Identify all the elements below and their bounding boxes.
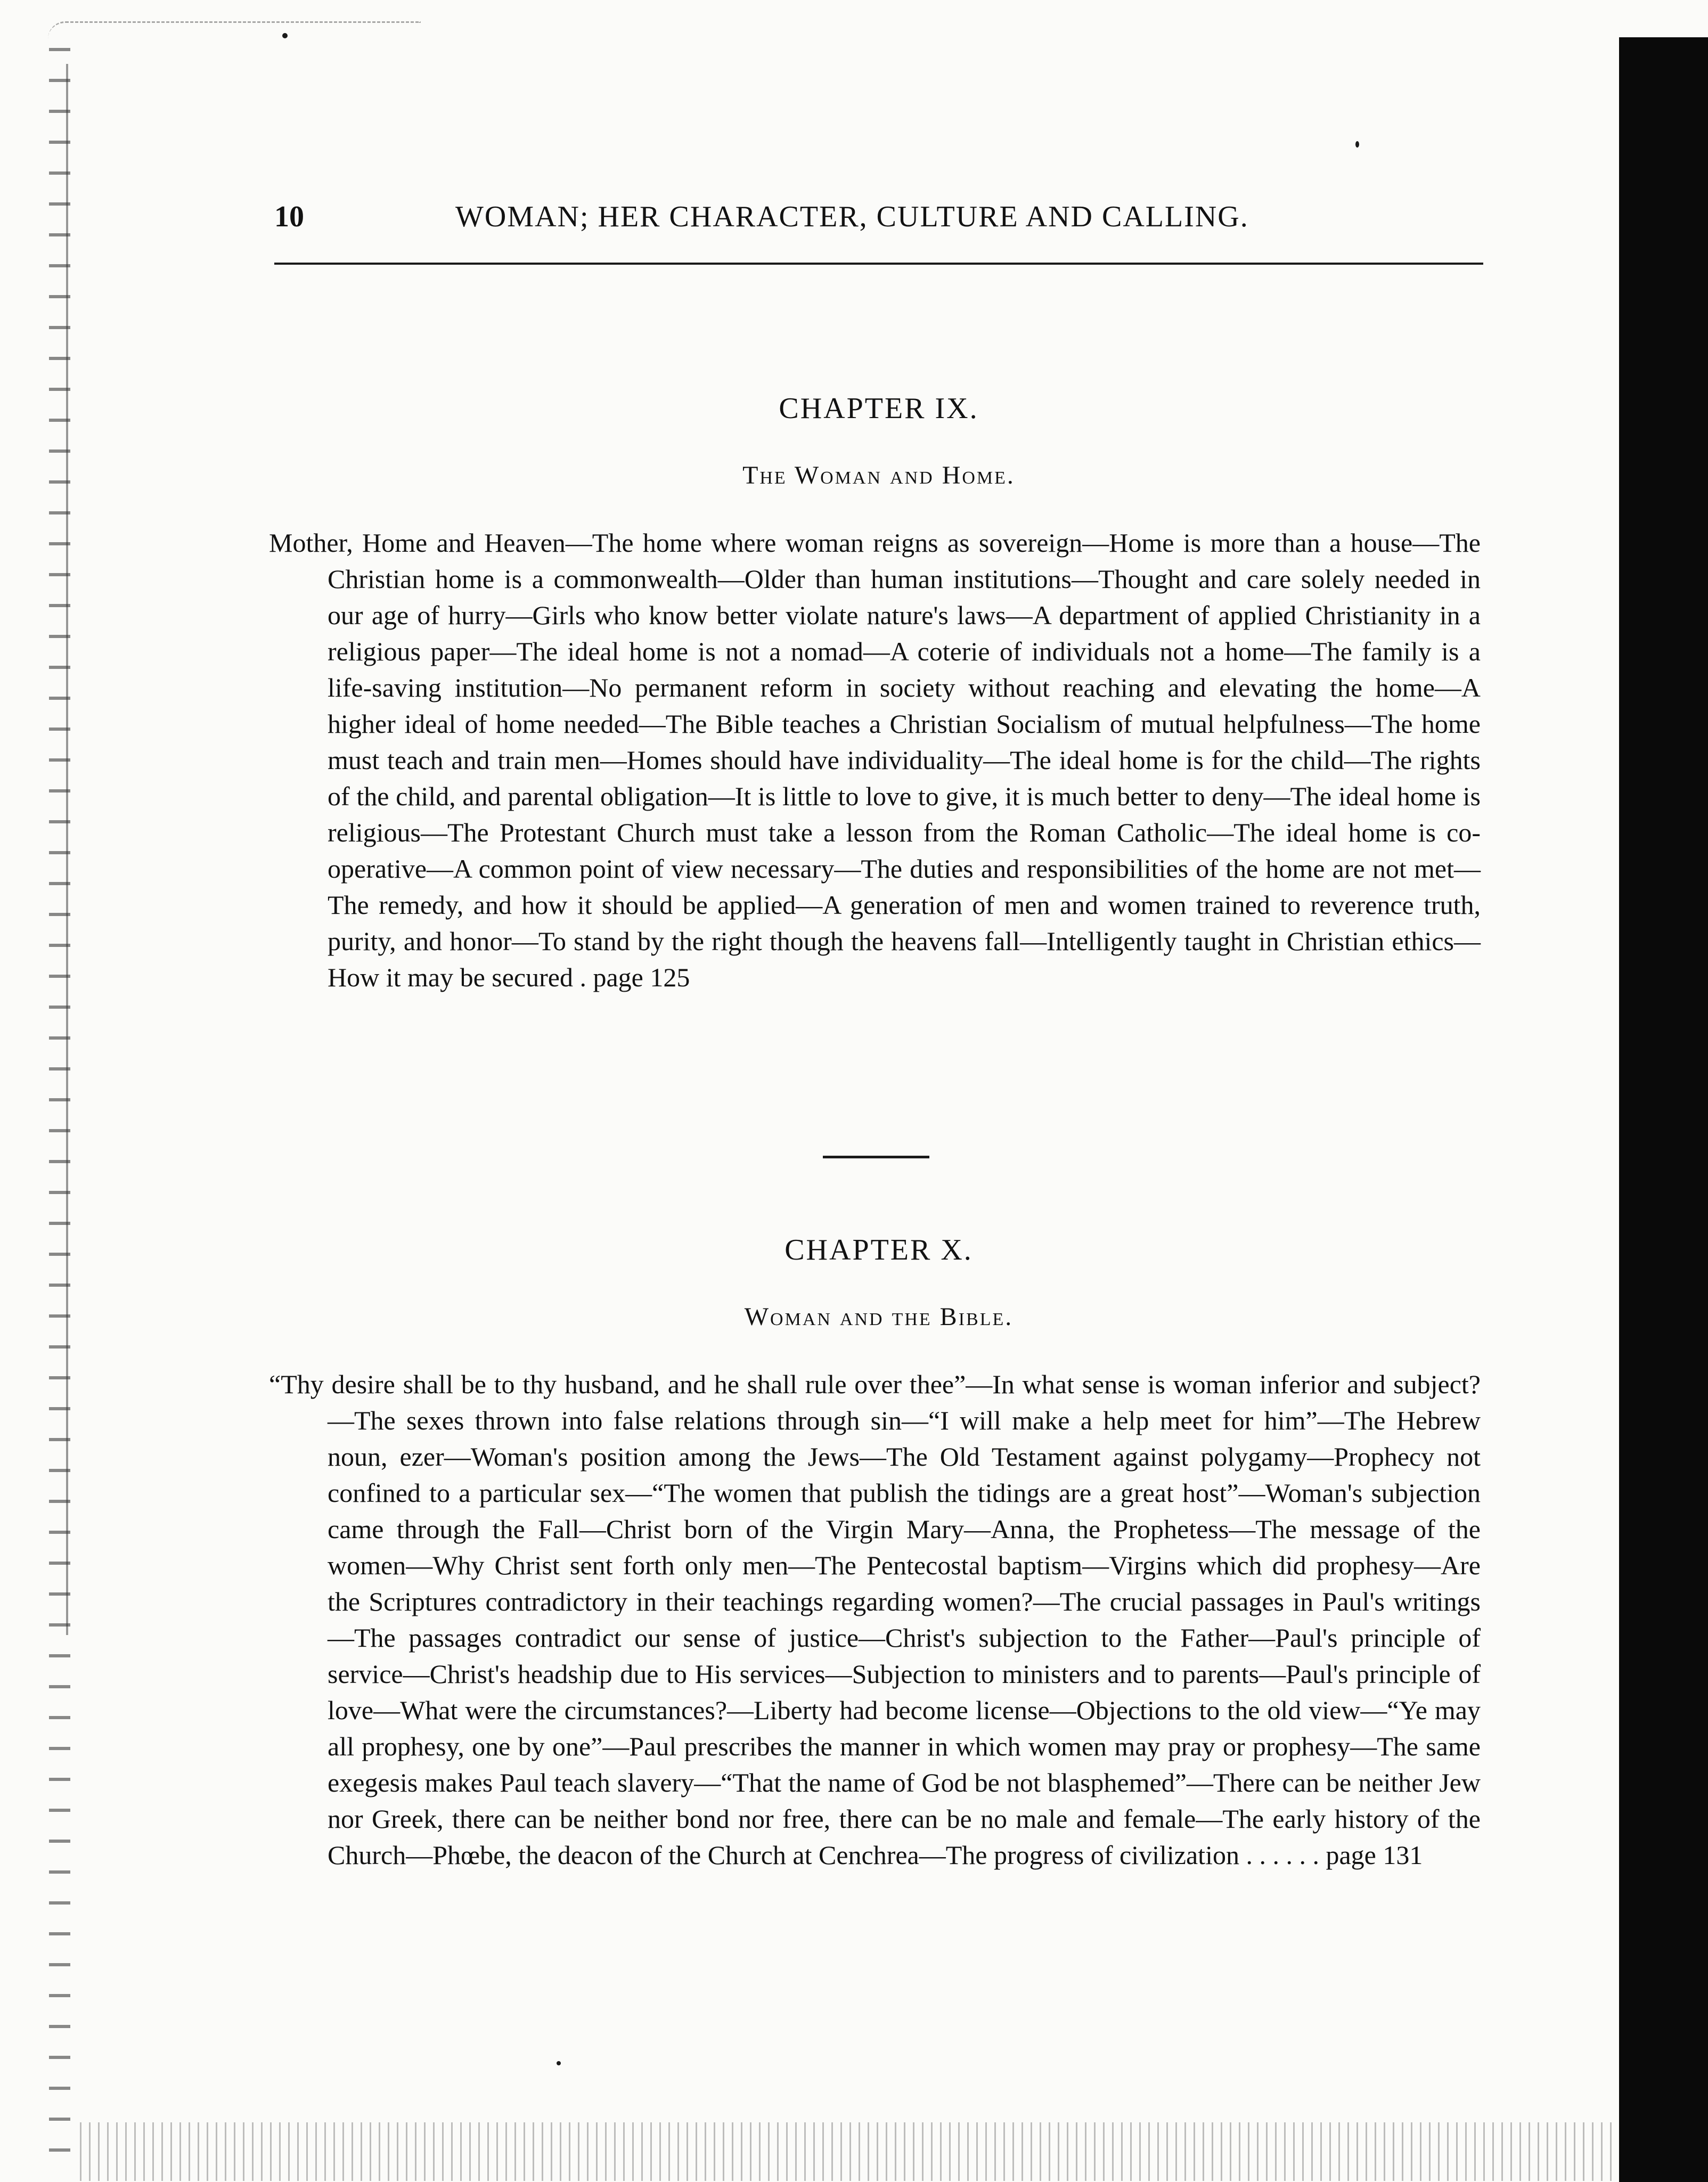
chapter-subtitle: The Woman and Home. bbox=[742, 461, 1015, 489]
scan-dark-border bbox=[1619, 37, 1708, 2182]
running-header bbox=[274, 200, 1483, 242]
page-number: 10 bbox=[274, 200, 304, 233]
page-reference: . . . . . . page 131 bbox=[1246, 1840, 1423, 1870]
scan-bottom-noise bbox=[80, 2122, 1614, 2181]
ink-speck bbox=[557, 2061, 561, 2065]
chapter-summary bbox=[269, 525, 1481, 995]
scan-binding-line bbox=[66, 64, 68, 1635]
chapter-heading: CHAPTER IX. bbox=[779, 392, 979, 425]
chapter-heading: CHAPTER X. bbox=[784, 1233, 973, 1266]
scan-edge-artifact bbox=[48, 21, 421, 39]
book-title: WOMAN; HER CHARACTER, CULTURE AND CALLING. bbox=[455, 200, 1249, 233]
chapter-subtitle: Woman and the Bible. bbox=[744, 1303, 1014, 1331]
chapter-summary bbox=[269, 1366, 1481, 1873]
summary-text: “Thy desire shall be to thy husband, and he shall rule over thee”—In what sense is woman inferior and subject?—The sexes thrown into false relations through sin—“I will make a help meet for him”—The Hebrew noun, ezer—Woman's position among the Jews—The Old Testament against polygamy—Prophecy not confined to a particular sex—“The women that publish the tidings are a great host”—Woman's subjection came through the Fall—Christ born of the Virgin Mary—Anna, the Prophetess—The message of the women—Why Christ sent forth only men—The Pentecostal baptism—Virgins which did prophesy—Are the Scriptures contradictory in their teachings regarding women?—The crucial passages in Paul's writings—The passages contradict our sense of justice—Christ's subjection to the Father—Paul's principle of service—Christ's headship due to His services—Subjection to ministers and to parents—Paul's principle of love—What were the circumstances?—Liberty had become license—Objections to the old view—“Ye may all prophesy, one by one”—Paul prescribes the manner in which women may pray or prophesy—The same exegesis makes Paul teach slavery—“That the name of God be not blasphemed”—There can be neither Jew nor Greek, there can be neither bond nor free, there can be no male and female—The early history of the Church—Phœbe, the deacon of the Church at Cenchrea—The progress of civilization bbox=[269, 1369, 1481, 1870]
header-rule bbox=[274, 263, 1483, 265]
summary-text: Mother, Home and Heaven—The home where woman reigns as sovereign—Home is more than a house—The Christian home is a commonwealth—Older than human institutions—Thought and care solely needed in our age of hurry—Girls who know better violate nature's laws—A department of applied Christianity in a religious paper—The ideal home is not a nomad—A coterie of individuals not a home—The family is a life-saving institution—No permanent reform in society without reaching and elevating the home—A higher ideal of home needed—The Bible teaches a Christian Socialism of mutual helpfulness—The home must teach and train men—Homes should have individuality—The ideal home is for the child—The rights of the child, and parental obligation—It is little to love to give, it is much better to deny—The ideal home is religious—The Protestant Church must take a lesson from the Roman Catholic—The ideal home is co-operative—A common point of view necessary—The duties and responsibilities of the home are not met—The remedy, and how it should be applied—A generation of men and women trained to reverence truth, purity, and honor—To stand by the right though the heavens fall—Intelligently taught in Christian ethics—How it may be secured bbox=[269, 528, 1481, 992]
ink-speck bbox=[1355, 141, 1359, 148]
section-divider bbox=[823, 1156, 929, 1158]
page-reference: . page 125 bbox=[579, 962, 690, 992]
ink-speck bbox=[282, 33, 288, 38]
